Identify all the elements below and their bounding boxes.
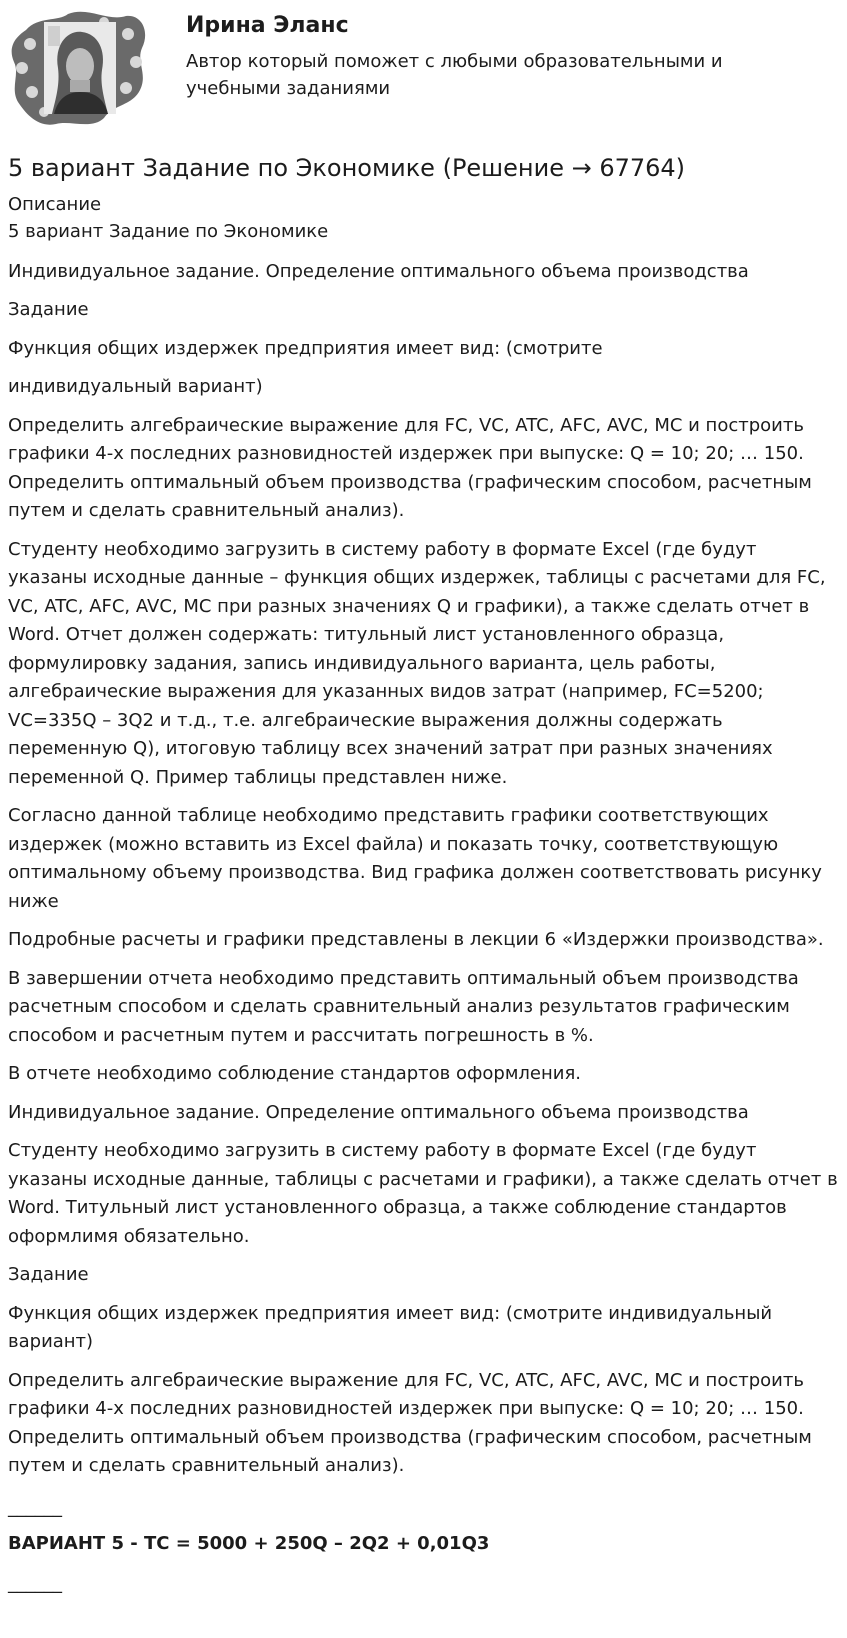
paragraph: Задание (8, 1264, 89, 1285)
paragraph: индивидуальный вариант) (8, 376, 263, 397)
author-name[interactable]: Ирина Эланс (186, 13, 349, 38)
paragraph: Студенту необходимо загрузить в систему работу в формате Excel (где будут указаны исходные данные, таблицы с расчетами и графики), а также сделать отчет в Word. Титульный лист установленного образца, а также соблюдение стандартов оформлимя обязательно. (8, 1140, 838, 1247)
author-card (8, 6, 839, 126)
paragraph: Определить алгебраические выражение для FC, VC, ATC, AFC, AVC, MC и построить графики 4-х последних разновидностей издержек при выпуске: Q = 10; 20; … 150. Определить оптимальный объем производства (графическим способом, расчетным путем и сделать сравнительный анализ). (8, 414, 812, 521)
separator-line: ______ (8, 1496, 62, 1518)
paragraph: Согласно данной таблице необходимо представить графики соответствующих издержек (можно вставить из Excel файла) и показать точку, соответствующую оптимальному объему производства. Вид графика должен соответствовать рисунку ниже (8, 805, 822, 912)
paragraph: Функция общих издержек предприятия имеет вид: (смотрите индивидуальный вариант) (8, 1302, 773, 1352)
author-avatar[interactable] (8, 8, 150, 126)
paragraph: Студенту необходимо загрузить в систему работу в формате Excel (где будут указаны исходные данные – функция общих издержек, таблицы с расчетами для FC, VC, ATC, AFC, AVC, MC при разных значениях Q и графики), а также сделать отчет в Word. Отчет должен содержать: титульный лист установленного образца, формулировку задания, запись индивидуального варианта, цель работы, алгебраические выражения для указанных видов затрат (например, FC=5200; VC=335Q – 3Q2 и т.д., т.е. алгебраические выражения должны содержать переменную Q), итоговую таблицу всех значений затрат при разных значениях переменной Q. Пример таблицы представлен ниже. (8, 538, 826, 788)
paragraph: В завершении отчета необходимо представить оптимальный объем производства расчетным способом и сделать сравнительный анализ результатов графическим способом и расчетным путем и рассчитать погрешность в %. (8, 967, 799, 1046)
paragraph: Индивидуальное задание. Определение оптимального объема производства (8, 1101, 749, 1123)
author-info (186, 6, 766, 102)
paragraph: Индивидуальное задание. Определение оптимального объема производства (8, 260, 749, 282)
paragraph: 5 вариант Задание по Экономике (8, 221, 329, 242)
description-label: Описание (8, 194, 102, 215)
author-description: Автор который поможет с любыми образовательными и учебными заданиями (186, 51, 723, 99)
paragraph: Функция общих издержек предприятия имеет вид: (смотрите (8, 337, 603, 359)
variant-formula: ВАРИАНТ 5 - TC = 5000 + 250Q – 2Q2 + 0,01Q3 (8, 1532, 490, 1554)
description-content (8, 218, 839, 1481)
paragraph: Задание (8, 299, 89, 320)
avatar-film-reel-image (8, 8, 150, 126)
paragraph: Определить алгебраические выражение для FC, VC, ATC, AFC, AVC, MC и построить графики 4-х последних разновидностей издержек при выпуске: Q = 10; 20; … 150. Определить оптимальный объем производства (графическим способом, расчетным путем и сделать сравнительный анализ). (8, 1369, 812, 1476)
paragraph: Подробные расчеты и графики представлены в лекции 6 «Издержки производства». (8, 929, 824, 950)
separator-line-end: ______ (8, 1572, 62, 1594)
paragraph: В отчете необходимо соблюдение стандартов оформления. (8, 1063, 582, 1084)
page-title: 5 вариант Задание по Экономике (Решение → 67764) (8, 154, 686, 182)
